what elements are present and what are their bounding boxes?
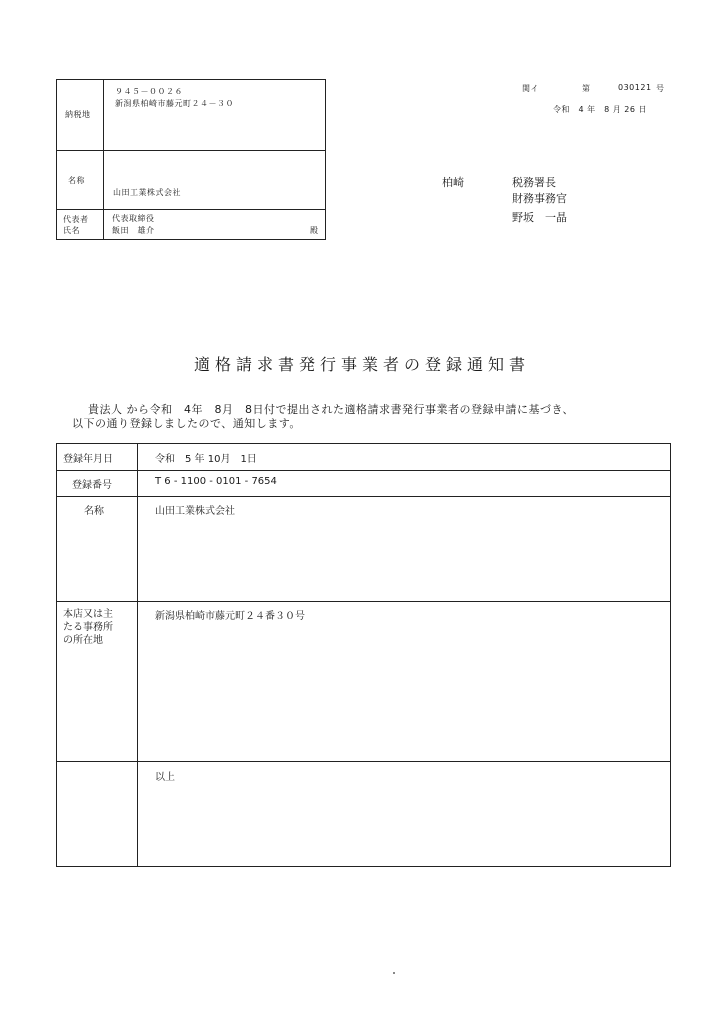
registrant-name: 山田工業株式会社 [155, 506, 235, 517]
representative-label-2: 氏名 [63, 226, 80, 235]
taxpayer-address: 新潟県柏崎市藤元町２４－３０ [115, 99, 234, 108]
reference-number: 030121 [618, 83, 652, 92]
intro-line-2: 以下の通り登録しましたので、通知します。 [72, 417, 301, 430]
issuer-name: 野坂 一晶 [512, 211, 567, 224]
registrant-name-label: 名称 [84, 506, 104, 517]
issuer-title-1: 税務署長 [512, 176, 556, 189]
issue-date: 令和 4 年 8 月 26 日 [553, 105, 648, 114]
registration-number-label: 登録番号 [72, 480, 112, 491]
number-suffix: 号 [656, 84, 665, 93]
scan-speck [393, 972, 395, 974]
office-label-3: の所在地 [63, 635, 103, 646]
taxpayer-name: 山田工業株式会社 [113, 188, 181, 197]
office-label-2: たる事務所 [63, 622, 113, 633]
registration-number: T 6 - 1100 - 0101 - 7654 [155, 476, 277, 487]
closing-mark: 以上 [155, 772, 175, 783]
intro-line-1: 貴法人 から令和 4年 8月 8日付で提出された適格請求書発行事業者の登録申請に基づき、 [88, 403, 575, 416]
postal-code: ９４５－００２６ [115, 87, 183, 96]
address-label: 納税地 [65, 110, 91, 119]
registration-date-label: 登録年月日 [63, 454, 113, 465]
number-prefix: 第 [582, 84, 591, 93]
representative-label-1: 代表者 [63, 215, 89, 224]
document-title: 適格請求書発行事業者の登録通知書 [193, 355, 530, 374]
issuer-title-2: 財務事務官 [512, 192, 567, 205]
name-label: 名称 [68, 176, 85, 185]
office-label-1: 本店又は主 [63, 609, 113, 620]
office-code: 関イ [522, 84, 539, 93]
registration-date: 令和 5 年 10月 1日 [155, 454, 257, 465]
representative-title: 代表取締役 [112, 214, 155, 223]
office-address: 新潟県柏崎市藤元町２４番３０号 [155, 611, 305, 622]
representative-name: 飯田 雄介 [112, 226, 155, 235]
honorific: 殿 [310, 226, 319, 235]
issuer-office: 柏崎 [442, 176, 464, 189]
